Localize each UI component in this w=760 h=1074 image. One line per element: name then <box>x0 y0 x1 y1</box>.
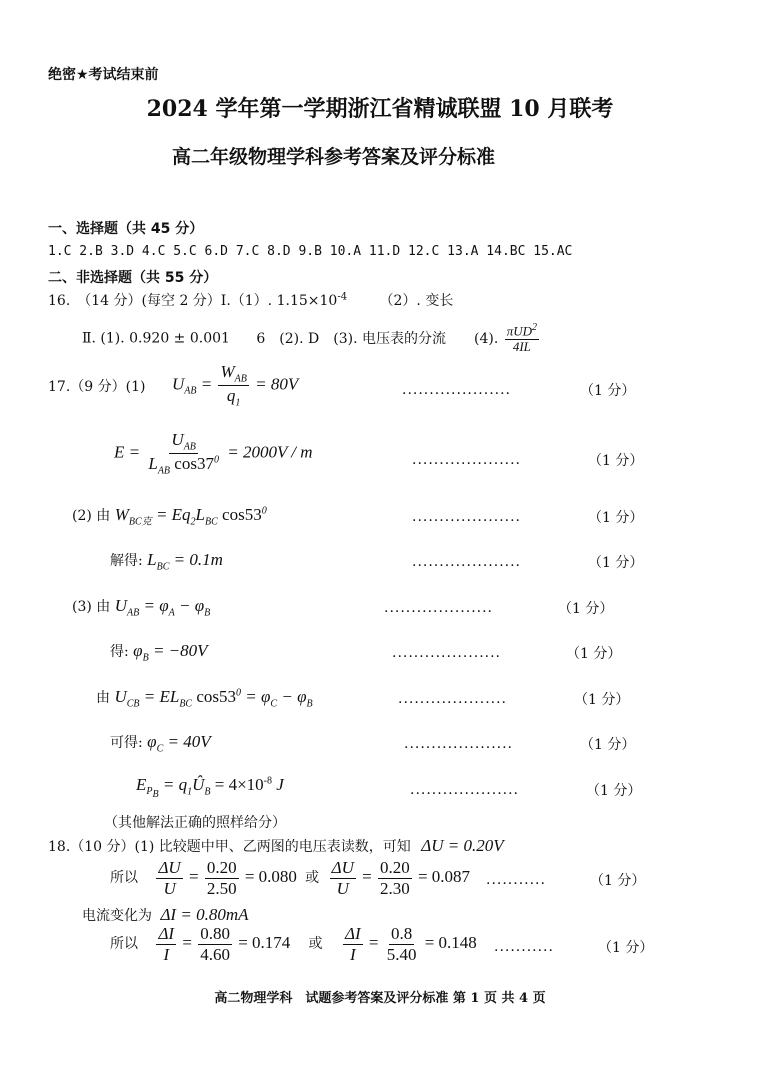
q17-eq2-score: （1 分） <box>588 453 644 469</box>
q17-note: （其他解法正确的照样给分） <box>104 815 286 831</box>
q18-voltage-ratio: 所以 $\frac{\Delta U}{U}$ = $\frac{0.20}{2.50}$ = 0.080 或 $\frac{\Delta U}{U}$ = $\frac{0.20}{2.30}$ = 0.087 <box>110 858 471 898</box>
q17-eq1: $U_{AB}$ = $\frac{W_{AB}}{q_1}$ = 80V <box>172 362 299 409</box>
q17-eq3: (2) 由 $W_{BC克} = Eq_2L_{BC}$ $\cos 53^0$ <box>72 505 267 528</box>
q17-eq2-dots: .................... <box>412 452 522 468</box>
q18-current-score: （1 分） <box>598 940 654 956</box>
q17-eq4: 解得: $L_{BC} = 0.1m$ <box>110 550 223 573</box>
page-footer: 高二物理学科 试题参考答案及评分标准 第 1 页 共 4 页 <box>214 991 546 1006</box>
section-2-heading: 二、非选择题（共 55 分） <box>48 270 218 286</box>
q17-eq8-score: （1 分） <box>580 737 636 753</box>
q17-eq4-score: （1 分） <box>588 555 644 571</box>
confidential-label: 绝密★考试结束前 <box>48 67 159 83</box>
q17-eq5: (3) 由 $U_{AB} = \varphi_A - \varphi_B$ <box>72 596 211 619</box>
q16-line2: Ⅱ. (1). 0.920 ± 0.001 6 (2). D (3). 电压表的分流 (4). $\frac{\pi UD^2}{4IL}$ <box>82 322 538 355</box>
q17-eq6: 得: $\varphi_B = -80V$ <box>110 641 208 664</box>
choice-answers: 1.C 2.B 3.D 4.C 5.C 6.D 7.C 8.D 9.B 10.A 11.D 12.C 13.A 14.BC 15.AC <box>48 244 573 259</box>
q16-line1: 16. （14 分）(每空 2 分）Ⅰ.（1）. $1.15\times 10^{-4}$ （2）. 变长 <box>48 291 454 309</box>
q17-eq5-score: （1 分） <box>558 601 614 617</box>
q17-eq1-score: （1 分） <box>580 383 636 399</box>
q17-eq2: E = $\frac{U_{AB}}{L_{AB} \cos 37^0}$ = 2000V / m <box>114 430 313 477</box>
q17-eq5-dots: .................... <box>384 600 494 616</box>
q18-voltage-score: （1 分） <box>590 873 646 889</box>
q17-eq9: $E_{P_B}$ = $q_1Û_B = 4\times 10^{-8}$ J <box>136 775 284 801</box>
q17-eq7-dots: .................... <box>398 691 508 707</box>
q17-eq8-dots: .................... <box>404 736 514 752</box>
q17-label: 17.（9 分）(1) <box>48 379 146 395</box>
section-1-heading: 一、选择题（共 45 分） <box>48 221 204 237</box>
q18-current-ratio: 所以 $\frac{\Delta I}{I}$ = $\frac{0.80}{4.60}$ = 0.174 或 $\frac{\Delta I}{I}$ = $\frac{0.8}{5.40}$ = 0.148 <box>110 924 477 964</box>
q17-eq9-dots: .................... <box>410 782 520 798</box>
q17-eq6-score: （1 分） <box>566 646 622 662</box>
q17-eq3-dots: .................... <box>412 509 522 525</box>
exam-subtitle: 高二年级物理学科参考答案及评分标准 <box>172 146 496 168</box>
q17-eq6-dots: .................... <box>392 645 502 661</box>
q18-line1: 18.（10 分）(1) 比较题中甲、乙两图的电压表读数，可知 ΔU = 0.20V <box>48 836 504 855</box>
q17-eq7: 由 $U_{CB} = EL_{BC}$ $\cos 53^0 = \varphi_C - \varphi_B$ <box>96 687 313 710</box>
q16-resistivity-fraction: $\frac{\pi UD^2}{4IL}$ <box>506 322 538 355</box>
q17-eq3-score: （1 分） <box>588 510 644 526</box>
q17-eq7-score: （1 分） <box>574 692 630 708</box>
q18-current-line: 电流变化为 ΔI = 0.80mA <box>82 905 249 924</box>
q17-eq9-score: （1 分） <box>586 783 642 799</box>
q17-eq4-dots: .................... <box>412 554 522 570</box>
q17-eq1-dots: .................... <box>402 382 512 398</box>
q18-voltage-dots: ........... <box>486 872 546 888</box>
q18-current-dots: ........... <box>494 939 554 955</box>
exam-title: 2024 学年第一学期浙江省精诚联盟 10 月联考 <box>146 96 614 122</box>
q17-eq8: 可得: $\varphi_C = 40V$ <box>110 732 211 755</box>
